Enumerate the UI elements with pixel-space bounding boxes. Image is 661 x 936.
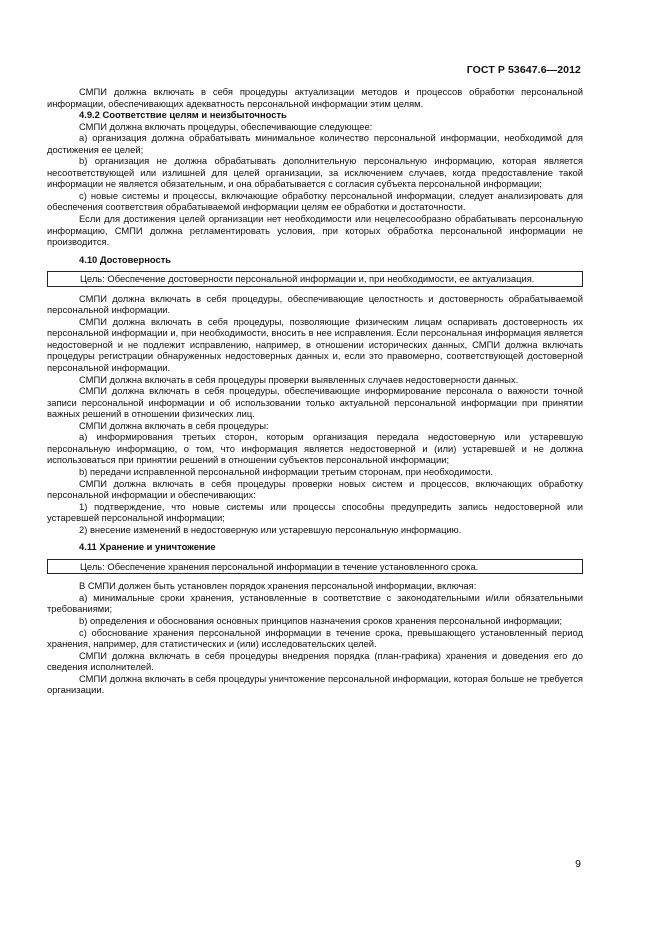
paragraph: СМПИ должна включать в себя процедуры, обеспечивающие целостность и достоверность обрабатываемой персональной информации. (47, 292, 583, 316)
paragraph: СМПИ должна включать в себя процедуры, обеспечивающие информирование персонала о важности точной записи персональной информации и об использовании только актуальной персональной информации при принятии важных решений в отношении физических лиц. (47, 385, 583, 420)
list-item-c: с) обоснование хранения персональной информации в течение срока, превышающего установленный период хранения, например, для статистических и (или) исследовательских целей. (47, 626, 583, 650)
document-body (47, 86, 583, 696)
paragraph: СМПИ должна включать в себя процедуры: (79, 419, 269, 431)
list-item-b: b) организация не должна обрабатывать дополнительную персональную информацию, которая является несоответствующей или излишней для целей организации, за исключением случаев, когда предоставление такой информации не является обязательным, и она обрабатывается с согласия субъекта персональной информации; (47, 155, 583, 190)
paragraph: СМПИ должна включать в себя процедуры внедрения порядка (план-графика) хранения и доведения его до сведения исполнителей. (47, 649, 583, 673)
objective-box-4-10 (47, 271, 583, 287)
paragraph: Если для достижения целей организации нет необходимости или нецелесообразно обрабатывать персональную информацию, СМПИ должна регламентировать условия, при которых обработка персональной информации не производится. (47, 213, 583, 248)
objective-box-4-11 (47, 559, 583, 575)
list-item-a: а) информирования третьих сторон, которым организация передала недостоверную или устаревшую персональную информацию, о том, что информация является недостоверной и (или) устаревшей и не должна использоваться при принятии решений в отношении субъектов персональной информации; (47, 431, 583, 466)
paragraph: СМПИ должна включать в себя процедуры уничтожение персональной информации, которая больше не требуется организации. (47, 672, 583, 696)
paragraph: СМПИ должна включать в себя процедуры актуализации методов и процессов обработки персональной информации, обеспечивающих адекватность персональной информации этим целям. (47, 86, 583, 109)
objective-text: Цель: Обеспечение достоверности персональной информации и, при необходимости, ее актуализация. (80, 273, 535, 285)
paragraph: СМПИ должна включать в себя процедуры, позволяющие физическим лицам оспаривать достоверность их персональной информации и, при необходимости, вносить в нее исправления. Если персональная информация является недостоверной и не подлежит исправлению, например, в отношении исторических данных, СМПИ должна включать процедуры регистрации обнаруженных недостоверных данных и, если это правомерно, соответствующей достоверной персональной информации. (47, 315, 583, 374)
objective-text: Цель: Обеспечение хранения персональной информации в течение установленного срока. (80, 560, 479, 572)
paragraph: В СМПИ должен быть установлен порядок хранения персональной информации, включая: (79, 580, 477, 592)
list-item-a: а) организация должна обрабатывать минимальное количество персональной информации, необходимой для достижения ее целей; (47, 132, 583, 155)
list-item-a: а) минимальные сроки хранения, установленные в соответствие с законодательными и/или обязательными требованиями; (47, 591, 583, 615)
section-heading-4-10: 4.10 Достоверность (79, 253, 172, 265)
paragraph: СМПИ должна включать в себя процедуры проверки выявленных случаев недостоверности данных. (79, 373, 519, 385)
list-item-c: с) новые системы и процессы, включающие обработку персональной информации, следует анализировать для обеспечения соответствия обрабатываемой информации целям ее обработки и достаточности. (47, 189, 583, 213)
page-number: 9 (575, 858, 581, 870)
document-code: ГОСТ Р 53647.6—2012 (466, 64, 581, 76)
list-item-1: 1) подтверждение, что новые системы или процессы способны предупредить запись недостоверной или устаревшей персональной информации; (47, 500, 583, 524)
section-heading-4-9-2: 4.9.2 Соответствие целям и неизбыточность (79, 109, 287, 121)
paragraph: СМПИ должна включать в себя процедуры проверки новых систем и процессов, включающих обработку персональной информации и обеспечивающих: (47, 477, 583, 501)
list-item-b: b) передачи исправленной персональной информации третьим сторонам, при необходимости. (79, 465, 494, 477)
section-heading-4-11: 4.11 Хранение и уничтожение (79, 541, 216, 553)
list-item-b: b) определения и обоснования основных принципов назначения сроков хранения персональной информации; (79, 614, 563, 626)
paragraph: СМПИ должна включать процедуры, обеспечивающие следующее: (79, 120, 373, 132)
list-item-2: 2) внесение изменений в недостоверную или устаревшую персональную информацию. (79, 523, 462, 535)
